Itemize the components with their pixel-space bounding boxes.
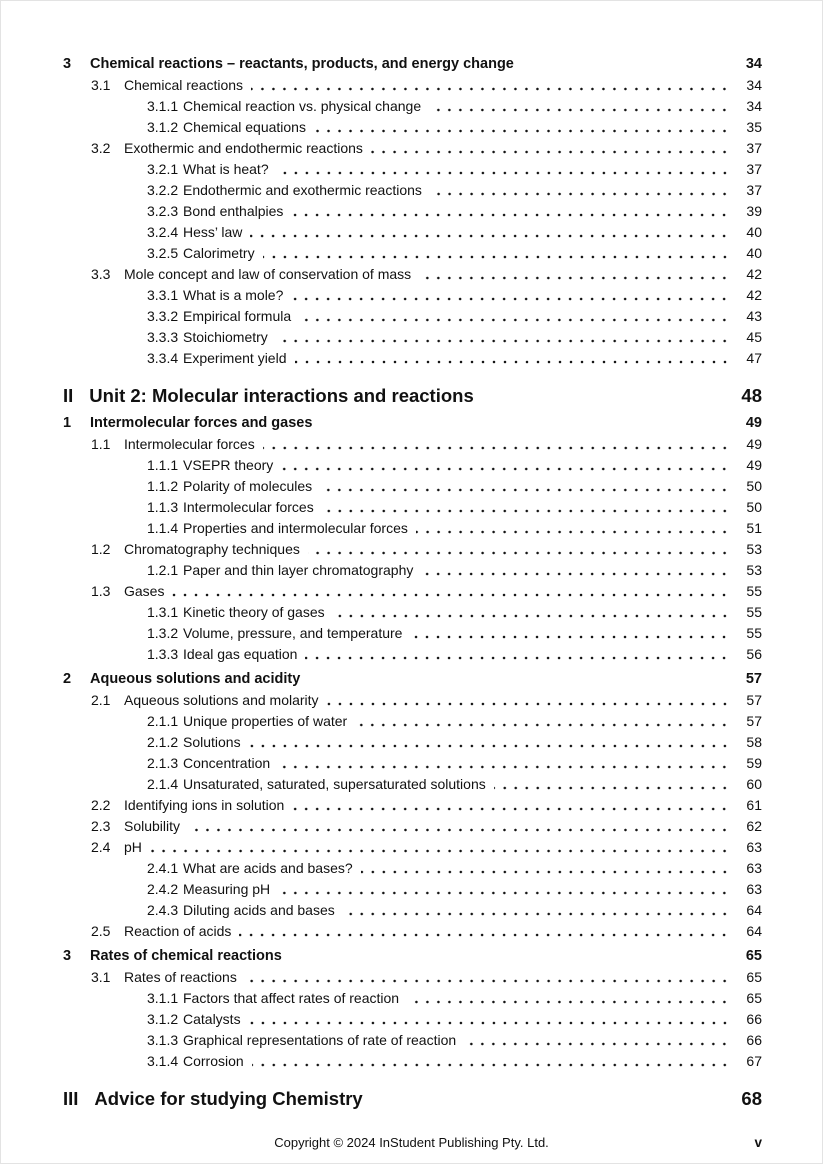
dot-leader bbox=[429, 96, 730, 117]
entry-number: 1.3.3 bbox=[147, 646, 179, 662]
toc-row-section bbox=[63, 795, 762, 816]
entry-number: 1.2 bbox=[91, 541, 111, 557]
footer-copyright: Copyright © 2024 InStudent Publishing Pty. Ltd. bbox=[274, 1135, 549, 1150]
toc-row-section bbox=[63, 690, 762, 711]
entry-title: Intermolecular forces bbox=[183, 499, 314, 515]
entry-page-number: 42 bbox=[746, 287, 762, 303]
entry-number: 2.4.1 bbox=[147, 860, 179, 876]
toc-row-subsection bbox=[63, 858, 762, 879]
entry-number: 2.4.2 bbox=[147, 881, 179, 897]
entry-title: Corrosion bbox=[183, 1053, 244, 1069]
entry-page-number: 58 bbox=[746, 734, 762, 750]
entry-number: 2.4.3 bbox=[147, 902, 179, 918]
entry-number: 2 bbox=[63, 671, 72, 687]
toc-row-subsection bbox=[63, 560, 762, 581]
entry-title: Properties and intermolecular forces bbox=[183, 520, 408, 536]
toc-row-subsection bbox=[63, 222, 762, 243]
toc-row-part bbox=[63, 1086, 762, 1112]
dot-leader bbox=[333, 602, 730, 623]
entry-title: Diluting acids and bases bbox=[183, 902, 335, 918]
entry-title: Stoichiometry bbox=[183, 329, 268, 345]
dot-leader bbox=[522, 54, 730, 75]
entry-page-number: 35 bbox=[746, 119, 762, 135]
dot-leader bbox=[188, 816, 730, 837]
entry-page-number: 63 bbox=[746, 839, 762, 855]
toc-row-subsection bbox=[63, 497, 762, 518]
entry-page-number: 37 bbox=[746, 140, 762, 156]
entry-page-number: 34 bbox=[746, 77, 762, 93]
dot-leader bbox=[305, 644, 730, 665]
entry-title: pH bbox=[124, 839, 142, 855]
entry-number: 1.1.2 bbox=[147, 478, 179, 494]
entry-number: 3.3.3 bbox=[147, 329, 179, 345]
toc-row-section bbox=[63, 921, 762, 942]
entry-page-number: 65 bbox=[745, 948, 762, 964]
entry-number: 1.2.1 bbox=[147, 562, 179, 578]
toc-row-subsection bbox=[63, 774, 762, 795]
entry-number: 2.1 bbox=[91, 692, 111, 708]
toc-row-section bbox=[63, 434, 762, 455]
entry-number: 1.1.4 bbox=[147, 520, 179, 536]
dot-leader bbox=[421, 560, 730, 581]
entry-number: 2.5 bbox=[91, 923, 111, 939]
entry-page-number: 59 bbox=[746, 755, 762, 771]
entry-title: Chemical equations bbox=[183, 119, 306, 135]
entry-page-number: 57 bbox=[746, 692, 762, 708]
entry-page-number: 47 bbox=[746, 350, 762, 366]
entry-title: Chromatography techniques bbox=[124, 541, 300, 557]
dot-leader bbox=[278, 879, 730, 900]
dot-leader bbox=[263, 434, 730, 455]
entry-title: What is a mole? bbox=[183, 287, 284, 303]
entry-title: Unsaturated, saturated, supersaturated solutions bbox=[183, 776, 486, 792]
dot-leader bbox=[281, 455, 730, 476]
entry-title: Solubility bbox=[124, 818, 181, 834]
entry-title: What are acids and bases? bbox=[183, 860, 353, 876]
toc-row-subsection bbox=[63, 518, 762, 539]
entry-page-number: 64 bbox=[746, 902, 762, 918]
entry-number: 3.1.3 bbox=[147, 1032, 179, 1048]
dot-leader bbox=[250, 222, 730, 243]
entry-title: Intermolecular forces bbox=[124, 436, 255, 452]
entry-number: 3.3.2 bbox=[147, 308, 179, 324]
entry-number: 3.2.1 bbox=[147, 161, 179, 177]
entry-number: 1.1.1 bbox=[147, 457, 179, 473]
toc-row-section bbox=[63, 264, 762, 285]
entry-title: Unit 2: Molecular interactions and reactions bbox=[89, 385, 474, 406]
dot-leader bbox=[263, 243, 730, 264]
entry-title: Aqueous solutions and molarity bbox=[124, 692, 319, 708]
entry-number: 3.3.4 bbox=[147, 350, 179, 366]
dot-leader bbox=[172, 581, 730, 602]
entry-number: 3 bbox=[63, 56, 72, 72]
entry-page-number: 50 bbox=[746, 499, 762, 515]
entry-number: II bbox=[63, 385, 74, 406]
toc-row-subsection bbox=[63, 327, 762, 348]
dot-leader bbox=[291, 285, 730, 306]
entry-page-number: 61 bbox=[746, 797, 762, 813]
entry-number: 3.1.2 bbox=[147, 1011, 179, 1027]
entry-title: Bond enthalpies bbox=[183, 203, 284, 219]
entry-page-number: 55 bbox=[746, 604, 762, 620]
entry-title: Aqueous solutions and acidity bbox=[90, 671, 301, 687]
dot-leader bbox=[430, 180, 730, 201]
toc-row-subsection bbox=[63, 96, 762, 117]
entry-number: 3.1.4 bbox=[147, 1053, 179, 1069]
entry-title: Catalysts bbox=[183, 1011, 241, 1027]
dot-leader bbox=[320, 476, 730, 497]
dot-leader bbox=[276, 327, 730, 348]
entry-title: Hess’ law bbox=[183, 224, 243, 240]
dot-leader bbox=[295, 348, 731, 369]
entry-page-number: 66 bbox=[746, 1011, 762, 1027]
entry-page-number: 64 bbox=[746, 923, 762, 939]
dot-leader bbox=[314, 117, 730, 138]
entry-number: 2.1.4 bbox=[147, 776, 179, 792]
toc-row-subsection bbox=[63, 455, 762, 476]
dot-leader bbox=[290, 946, 730, 967]
dot-leader bbox=[371, 1086, 730, 1112]
entry-page-number: 51 bbox=[746, 520, 762, 536]
dot-leader bbox=[292, 795, 730, 816]
entry-title: Chemical reaction vs. physical change bbox=[183, 98, 422, 114]
toc-row-subsection bbox=[63, 117, 762, 138]
toc-row-section bbox=[63, 967, 762, 988]
entry-title: Endothermic and exothermic reactions bbox=[183, 182, 422, 198]
toc-row-subsection bbox=[63, 879, 762, 900]
entry-title: Chemical reactions bbox=[124, 77, 244, 93]
toc-row-subsection bbox=[63, 753, 762, 774]
entry-page-number: 65 bbox=[746, 990, 762, 1006]
entry-page-number: 40 bbox=[746, 245, 762, 261]
dot-leader bbox=[291, 201, 730, 222]
dot-leader bbox=[419, 264, 730, 285]
entry-title: Calorimetry bbox=[183, 245, 255, 261]
entry-number: 2.2 bbox=[91, 797, 111, 813]
entry-number: 3.3 bbox=[91, 266, 111, 282]
entry-title: Concentration bbox=[183, 755, 271, 771]
toc-row-subsection bbox=[63, 1009, 762, 1030]
dot-leader bbox=[464, 1030, 730, 1051]
entry-title: Advice for studying Chemistry bbox=[94, 1088, 363, 1109]
dot-leader bbox=[277, 159, 730, 180]
entry-page-number: 63 bbox=[746, 881, 762, 897]
entry-title: Polarity of molecules bbox=[183, 478, 313, 494]
entry-page-number: 34 bbox=[745, 56, 762, 72]
entry-number: 2.1.3 bbox=[147, 755, 179, 771]
entry-title: Unique properties of water bbox=[183, 713, 348, 729]
entry-page-number: 43 bbox=[746, 308, 762, 324]
entry-page-number: 39 bbox=[746, 203, 762, 219]
dot-leader bbox=[308, 669, 730, 690]
entry-page-number: 49 bbox=[745, 415, 762, 431]
toc-row-section bbox=[63, 816, 762, 837]
entry-title: Gases bbox=[124, 583, 165, 599]
entry-page-number: 45 bbox=[746, 329, 762, 345]
entry-page-number: 53 bbox=[746, 541, 762, 557]
entry-number: 3.2.5 bbox=[147, 245, 179, 261]
toc-row-subsection bbox=[63, 306, 762, 327]
toc-row-chapter bbox=[63, 54, 762, 75]
entry-number: 3.2 bbox=[91, 140, 111, 156]
entry-number: 1.3.1 bbox=[147, 604, 179, 620]
entry-page-number: 40 bbox=[746, 224, 762, 240]
dot-leader bbox=[416, 518, 730, 539]
entry-page-number: 56 bbox=[746, 646, 762, 662]
entry-page-number: 60 bbox=[746, 776, 762, 792]
entry-title: Reaction of acids bbox=[124, 923, 232, 939]
entry-number: 3.2.4 bbox=[147, 224, 179, 240]
entry-page-number: 37 bbox=[746, 182, 762, 198]
entry-page-number: 63 bbox=[746, 860, 762, 876]
entry-page-number: 55 bbox=[746, 583, 762, 599]
entry-number: 3.1.2 bbox=[147, 119, 179, 135]
entry-number: 1.1.3 bbox=[147, 499, 179, 515]
entry-number: III bbox=[63, 1088, 79, 1109]
toc-row-chapter bbox=[63, 669, 762, 690]
entry-number: 3 bbox=[63, 948, 72, 964]
toc bbox=[63, 50, 762, 1112]
entry-title: Experiment yield bbox=[183, 350, 287, 366]
entry-page-number: 62 bbox=[746, 818, 762, 834]
toc-row-part bbox=[63, 383, 762, 409]
entry-number: 2.1.2 bbox=[147, 734, 179, 750]
dot-leader bbox=[407, 988, 730, 1009]
toc-row-subsection bbox=[63, 243, 762, 264]
dot-leader bbox=[343, 900, 730, 921]
toc-row-section bbox=[63, 539, 762, 560]
entry-page-number: 48 bbox=[741, 385, 762, 406]
toc-row-subsection bbox=[63, 602, 762, 623]
dot-leader bbox=[249, 732, 730, 753]
entry-page-number: 34 bbox=[746, 98, 762, 114]
toc-row-subsection bbox=[63, 623, 762, 644]
dot-leader bbox=[322, 497, 730, 518]
toc-row-section bbox=[63, 75, 762, 96]
toc-row-subsection bbox=[63, 285, 762, 306]
entry-title: Paper and thin layer chromatography bbox=[183, 562, 414, 578]
toc-row-subsection bbox=[63, 201, 762, 222]
entry-page-number: 53 bbox=[746, 562, 762, 578]
entry-number: 1 bbox=[63, 415, 72, 431]
dot-leader bbox=[252, 1051, 730, 1072]
dot-leader bbox=[249, 1009, 730, 1030]
toc-row-chapter bbox=[63, 413, 762, 434]
entry-page-number: 67 bbox=[746, 1053, 762, 1069]
entry-title: Intermolecular forces and gases bbox=[90, 415, 313, 431]
toc-row-subsection bbox=[63, 732, 762, 753]
dot-leader bbox=[355, 711, 730, 732]
entry-page-number: 42 bbox=[746, 266, 762, 282]
dot-leader bbox=[278, 753, 730, 774]
dot-leader bbox=[299, 306, 730, 327]
entry-title: Chemical reactions – reactants, products, and energy change bbox=[90, 56, 514, 72]
dot-leader bbox=[361, 858, 730, 879]
entry-number: 3.2.3 bbox=[147, 203, 179, 219]
entry-page-number: 49 bbox=[746, 457, 762, 473]
entry-number: 3.1.1 bbox=[147, 990, 179, 1006]
entry-number: 1.3 bbox=[91, 583, 111, 599]
entry-number: 3.2.2 bbox=[147, 182, 179, 198]
entry-title: Empirical formula bbox=[183, 308, 292, 324]
dot-leader bbox=[327, 690, 730, 711]
entry-title: Mole concept and law of conservation of mass bbox=[124, 266, 412, 282]
toc-row-subsection bbox=[63, 476, 762, 497]
entry-title: Rates of chemical reactions bbox=[90, 948, 282, 964]
entry-number: 3.1 bbox=[91, 77, 111, 93]
entry-page-number: 49 bbox=[746, 436, 762, 452]
dot-leader bbox=[494, 774, 730, 795]
entry-page-number: 66 bbox=[746, 1032, 762, 1048]
toc-row-section bbox=[63, 581, 762, 602]
entry-title: Rates of reactions bbox=[124, 969, 237, 985]
dot-leader bbox=[150, 837, 730, 858]
entry-page-number: 37 bbox=[746, 161, 762, 177]
entry-page-number: 65 bbox=[746, 969, 762, 985]
toc-row-subsection bbox=[63, 711, 762, 732]
toc-row-subsection bbox=[63, 644, 762, 665]
dot-leader bbox=[371, 138, 730, 159]
entry-number: 2.4 bbox=[91, 839, 111, 855]
entry-number: 3.1.1 bbox=[147, 98, 179, 114]
entry-title: Measuring pH bbox=[183, 881, 271, 897]
footer-page-number: v bbox=[754, 1135, 762, 1150]
toc-row-subsection bbox=[63, 1051, 762, 1072]
entry-number: 1.1 bbox=[91, 436, 111, 452]
toc-row-section bbox=[63, 138, 762, 159]
entry-title: Kinetic theory of gases bbox=[183, 604, 325, 620]
toc-row-subsection bbox=[63, 159, 762, 180]
dot-leader bbox=[482, 383, 730, 409]
entry-page-number: 57 bbox=[746, 713, 762, 729]
entry-title: Identifying ions in solution bbox=[124, 797, 285, 813]
entry-title: Ideal gas equation bbox=[183, 646, 298, 662]
entry-title: Solutions bbox=[183, 734, 241, 750]
toc-row-section bbox=[63, 837, 762, 858]
dot-leader bbox=[245, 967, 730, 988]
entry-number: 3.3.1 bbox=[147, 287, 179, 303]
entry-title: Exothermic and endothermic reactions bbox=[124, 140, 363, 156]
entry-page-number: 68 bbox=[741, 1088, 762, 1109]
entry-number: 1.3.2 bbox=[147, 625, 179, 641]
entry-page-number: 50 bbox=[746, 478, 762, 494]
toc-row-subsection bbox=[63, 180, 762, 201]
toc-row-chapter bbox=[63, 946, 762, 967]
toc-row-subsection bbox=[63, 1030, 762, 1051]
entry-page-number: 55 bbox=[746, 625, 762, 641]
dot-leader bbox=[239, 921, 730, 942]
entry-title: What is heat? bbox=[183, 161, 269, 177]
dot-leader bbox=[410, 623, 730, 644]
entry-number: 3.1 bbox=[91, 969, 111, 985]
entry-page-number: 57 bbox=[745, 671, 762, 687]
entry-number: 2.3 bbox=[91, 818, 111, 834]
dot-leader bbox=[251, 75, 730, 96]
entry-title: Factors that affect rates of reaction bbox=[183, 990, 400, 1006]
entry-title: VSEPR theory bbox=[183, 457, 274, 473]
entry-number: 2.1.1 bbox=[147, 713, 179, 729]
toc-row-subsection bbox=[63, 900, 762, 921]
dot-leader bbox=[320, 413, 730, 434]
toc-row-subsection bbox=[63, 348, 762, 369]
dot-leader bbox=[308, 539, 730, 560]
toc-row-subsection bbox=[63, 988, 762, 1009]
entry-title: Volume, pressure, and temperature bbox=[183, 625, 403, 641]
entry-title: Graphical representations of rate of reaction bbox=[183, 1032, 457, 1048]
